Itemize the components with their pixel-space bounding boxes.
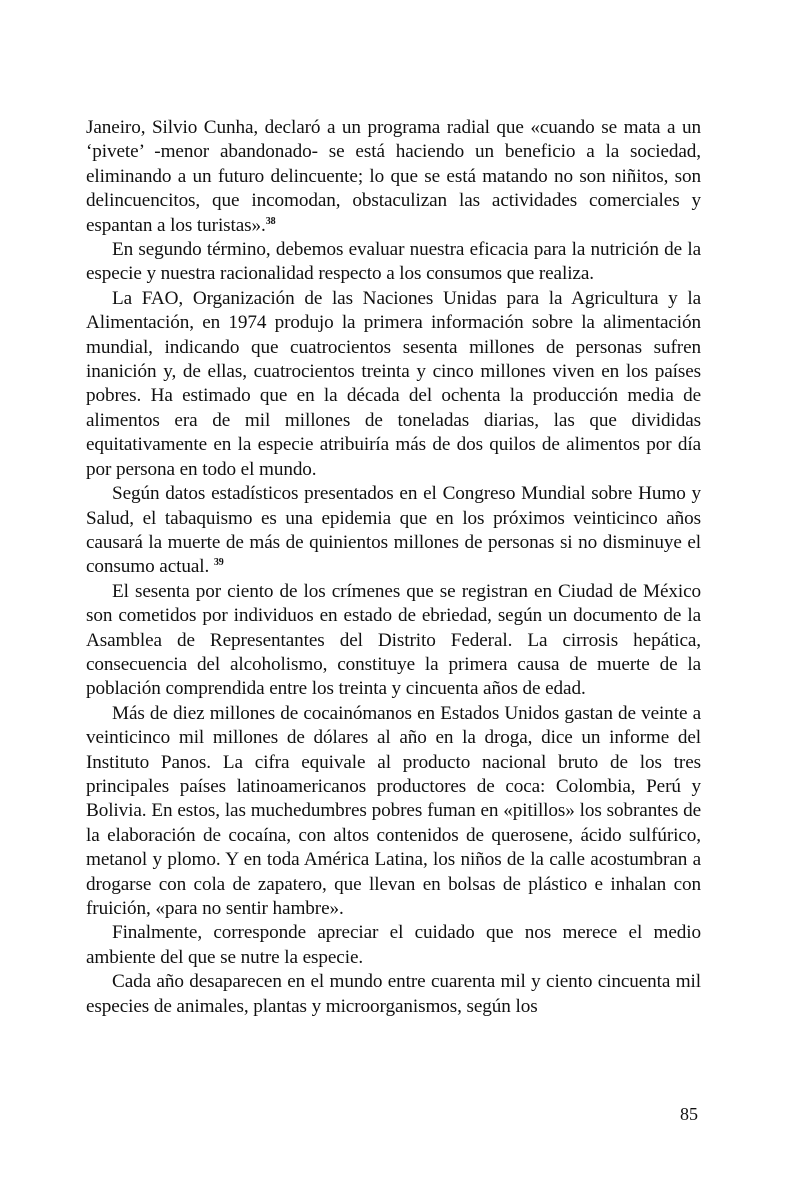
- paragraph-7: [86, 921, 701, 970]
- paragraph-2: [86, 238, 701, 287]
- page-body: [86, 116, 701, 1019]
- paragraph-5-text: El sesenta por ciento de los crímenes que se registran en Ciudad de México son cometidos por individuos en estado de ebriedad, según un documento de la Asamblea de Representantes del Distrito Federal. La cirrosis hepática, consecuencia del alcoholismo, constituye la primera causa de muerte de la población comprendida entre los treinta y cincuenta años de edad.: [86, 580, 701, 700]
- paragraph-3-text: La FAO, Organización de las Naciones Unidas para la Agricultura y la Alimentación, en 1974 produjo la primera información sobre la alimentación mundial, indicando que cuatrocientos sesenta millones de personas sufren inanición y, de ellas, cuatrocientos treinta y cinco millones viven en los países pobres. Ha estimado que en la década del ochenta la producción media de alimentos era de mil millones de toneladas diarias, las que divididas equitativamente en la especie atribuiría más de dos quilos de alimentos por día por persona en todo el mundo.: [86, 287, 701, 480]
- paragraph-6: [86, 702, 701, 922]
- footnote-ref-38: 38: [265, 215, 276, 227]
- paragraph-7-text: Finalmente, corresponde apreciar el cuidado que nos merece el medio ambiente del que se nutre la especie.: [86, 922, 701, 968]
- paragraph-1: [86, 116, 701, 238]
- paragraph-1-text: Janeiro, Silvio Cunha, declaró a un programa radial que «cuando se mata a un ‘pivete’ -menor abandonado- se está haciendo un beneficio a la sociedad, eliminando a un futuro delincuente; lo que se está matando no son niñitos, son delincuencitos, que incomodan, obstaculizan las actividades comerciales y espantan a los turistas».: [86, 117, 701, 236]
- paragraph-8: [86, 970, 701, 1019]
- paragraph-5: [86, 580, 701, 702]
- paragraph-3: [86, 287, 701, 482]
- paragraph-2-text: En segundo término, debemos evaluar nuestra eficacia para la nutrición de la especie y nuestra racionalidad respecto a los consumos que realiza.: [86, 239, 701, 285]
- paragraph-8-text: Cada año desaparecen en el mundo entre cuarenta mil y ciento cincuenta mil especies de animales, plantas y microorganismos, según los: [86, 971, 701, 1017]
- footnote-ref-39: 39: [213, 557, 224, 569]
- paragraph-6-text: Más de diez millones de cocainómanos en Estados Unidos gastan de veinte a veinticinco mil millones de dólares al año en la droga, dice un informe del Instituto Panos. La cifra equivale al producto nacional bruto de los tres principales países latinoamericanos productores de coca: Colombia, Perú y Bolivia. En estos, las muchedumbres pobres fuman en «pitillos» los sobrantes de la elaboración de cocaína, con altos contenidos de querosene, ácido sulfúrico, metanol y plomo. Y en toda América Latina, los niños de la calle acostumbran a drogarse con cola de zapatero, que llevan en bolsas de plástico e inhalan con fruición, «para no sentir hambre».: [86, 702, 701, 919]
- paragraph-4-text: Según datos estadísticos presentados en el Congreso Mundial sobre Humo y Salud, el tabaquismo es una epidemia que en los próximos veinticinco años causará la muerte de más de quinientos millones de personas si no disminuye el consumo actual.: [86, 483, 701, 578]
- paragraph-4: [86, 482, 701, 580]
- page-number: 85: [680, 1104, 698, 1124]
